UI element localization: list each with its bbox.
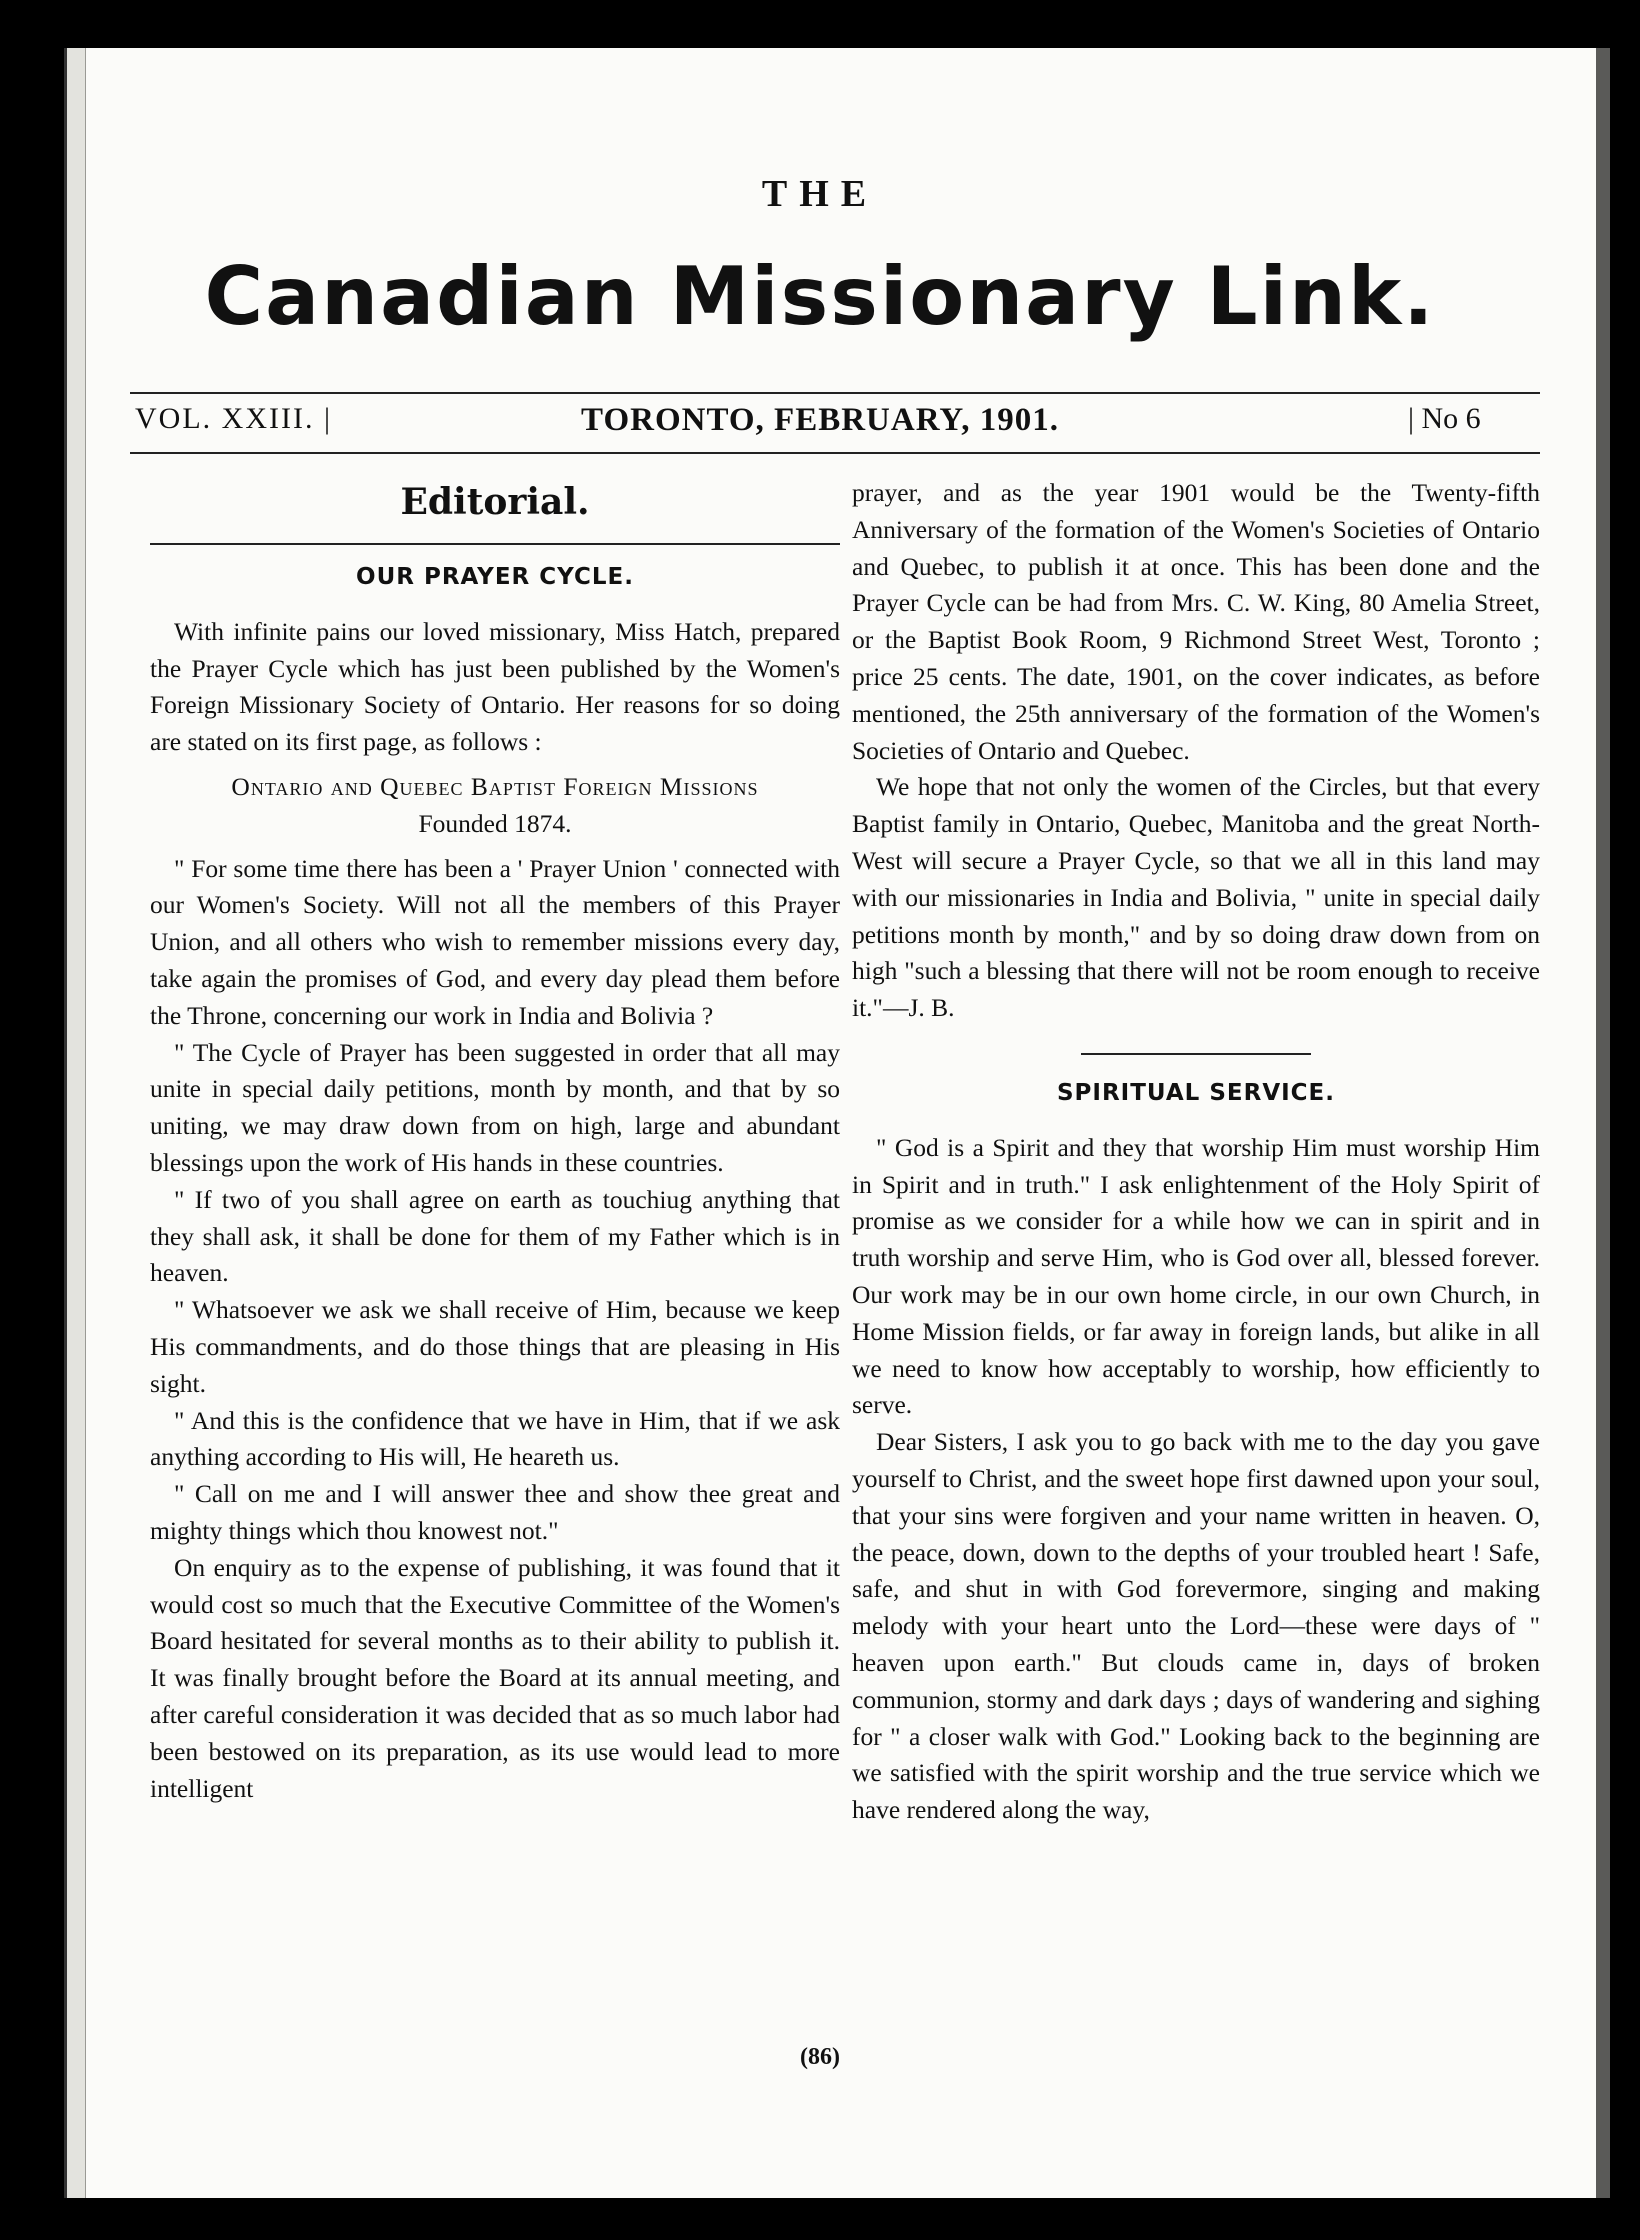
quote-founded: Founded 1874. (418, 808, 572, 838)
paragraph: " Whatsoever we ask we shall receive of Him, because we keep His commandments, and do those things that are pleasing in His sight. (150, 1295, 840, 1398)
masthead-rule-bottom (130, 452, 1540, 454)
page-edge (1596, 48, 1610, 2198)
paragraph: " If two of you shall agree on earth as touchiug anything that they shall ask, it shall be done for them of my Father which is in heaven. (150, 1184, 840, 1288)
binding-spine (67, 48, 86, 2198)
paragraph: We hope that not only the women of the Circles, but that every Baptist family in Ontario, Quebec, Manitoba and the great North-West will secure a Prayer Cycle, so that we all in this land may with our missionaries in India and Bolivia, " unite in special daily petitions month by month," and by so doing draw down from on high "such a blessing that there will not be room enough to receive it."—J. B. (852, 772, 1540, 1023)
masthead-title: Canadian Missionary Link. (204, 250, 1436, 343)
quote-subtitle: Ontario and Quebec Baptist Foreign Missions (231, 771, 759, 801)
section-title: Editorial. (400, 481, 590, 523)
issue-number: | No 6 (1408, 402, 1481, 435)
divider (1081, 1053, 1311, 1055)
article-heading-prayer-cycle: OUR PRAYER CYCLE. (356, 564, 634, 590)
paragraph: " The Cycle of Prayer has been suggested in order that all may unite in special daily petitions, month by month, and that by so uniting, we may draw down from on high, large and abundant blessings upon the work of His hands in these countries. (150, 1037, 840, 1177)
paragraph: prayer, and as the year 1901 would be the Twenty-fifth Anniversary of the formation of the Women's Societies of Ontario and Quebec, to publish it at once. This has been done and the Prayer Cycle can be had from Mrs. C. W. King, 80 Amelia Street, or the Baptist Book Room, 9 Richmond Street West, Toronto ; price 25 cents. The date, 1901, on the cover indicates, as before mentioned, the 25th anniversary of the formation of the Women's Societies of Ontario and Quebec. (852, 478, 1540, 765)
place-date: TORONTO, FEBRUARY, 1901. (581, 402, 1059, 438)
article-heading-spiritual-service: SPIRITUAL SERVICE. (1056, 1079, 1336, 1106)
volume-label: VOL. XXIII. | (135, 402, 332, 435)
paragraph: " God is a Spirit and they that worship Him must worship Him in Spirit and in truth." I ask enlightenment of the Holy Spirit of promise as we consider for a while how we can in spirit and in truth worship and serve Him, who is God over all, blessed forever. Our work may be in our own home circle, in our own Church, in Home Mission fields, or far away in foreign lands, but alike in all we need to know how acceptably to worship, how efficiently to serve. (852, 1132, 1540, 1420)
paragraph: " For some time there has been a ' Prayer Union ' connected with our Women's Society. Will not all the members of this Prayer Union, and all others who wish to remember missions every day, take again the promises of God, and every day plead them before the Throne, concerning our work in India and Bolivia ? (150, 853, 840, 1030)
paragraph: With infinite pains our loved missionary, Miss Hatch, prepared the Prayer Cycle which has just been published by the Women's Foreign Missionary Society of Ontario. Her reasons for so doing are stated on its first page, as follows : (150, 616, 840, 757)
paragraph: On enquiry as to the expense of publishing, it was found that it would cost so much that the Executive Committee of the Women's Board hesitated for several months as to their ability to publish it. It was finally brought before the Board at its annual meeting, and after careful consideration it was decided that as so much labor had been bestowed on its preparation, as its use would lead to more intelligent (150, 1552, 840, 1803)
paragraph: " Call on me and I will answer thee and show thee great and mighty things which thou knowest not." (150, 1479, 840, 1545)
right-column (852, 475, 1540, 1829)
paragraph: Dear Sisters, I ask you to go back with me to the day you gave yourself to Christ, and the sweet hope first dawned upon your soul, that your sins were forgiven and your name written in heaven. O, the peace, down, down to the depths of your troubled heart ! Safe, safe, and shut in with God forevermore, singing and making melody with your heart unto the Lord—these were days of " heaven upon earth." But clouds came in, days of broken communion, stormy and dark days ; days of wandering and sighing for " a closer walk with God." Looking back to the beginning are we satisfied with the spirit worship and the true service which we have rendered along the way, (852, 1427, 1540, 1825)
left-column (150, 475, 840, 1807)
page-number: (86) (800, 2044, 840, 2070)
paragraph: " And this is the confidence that we have in Him, that if we ask anything according to His will, He heareth us. (150, 1405, 840, 1472)
masthead-the: THE (761, 173, 879, 215)
section-rule (150, 543, 840, 545)
masthead-rule-top (130, 392, 1540, 394)
